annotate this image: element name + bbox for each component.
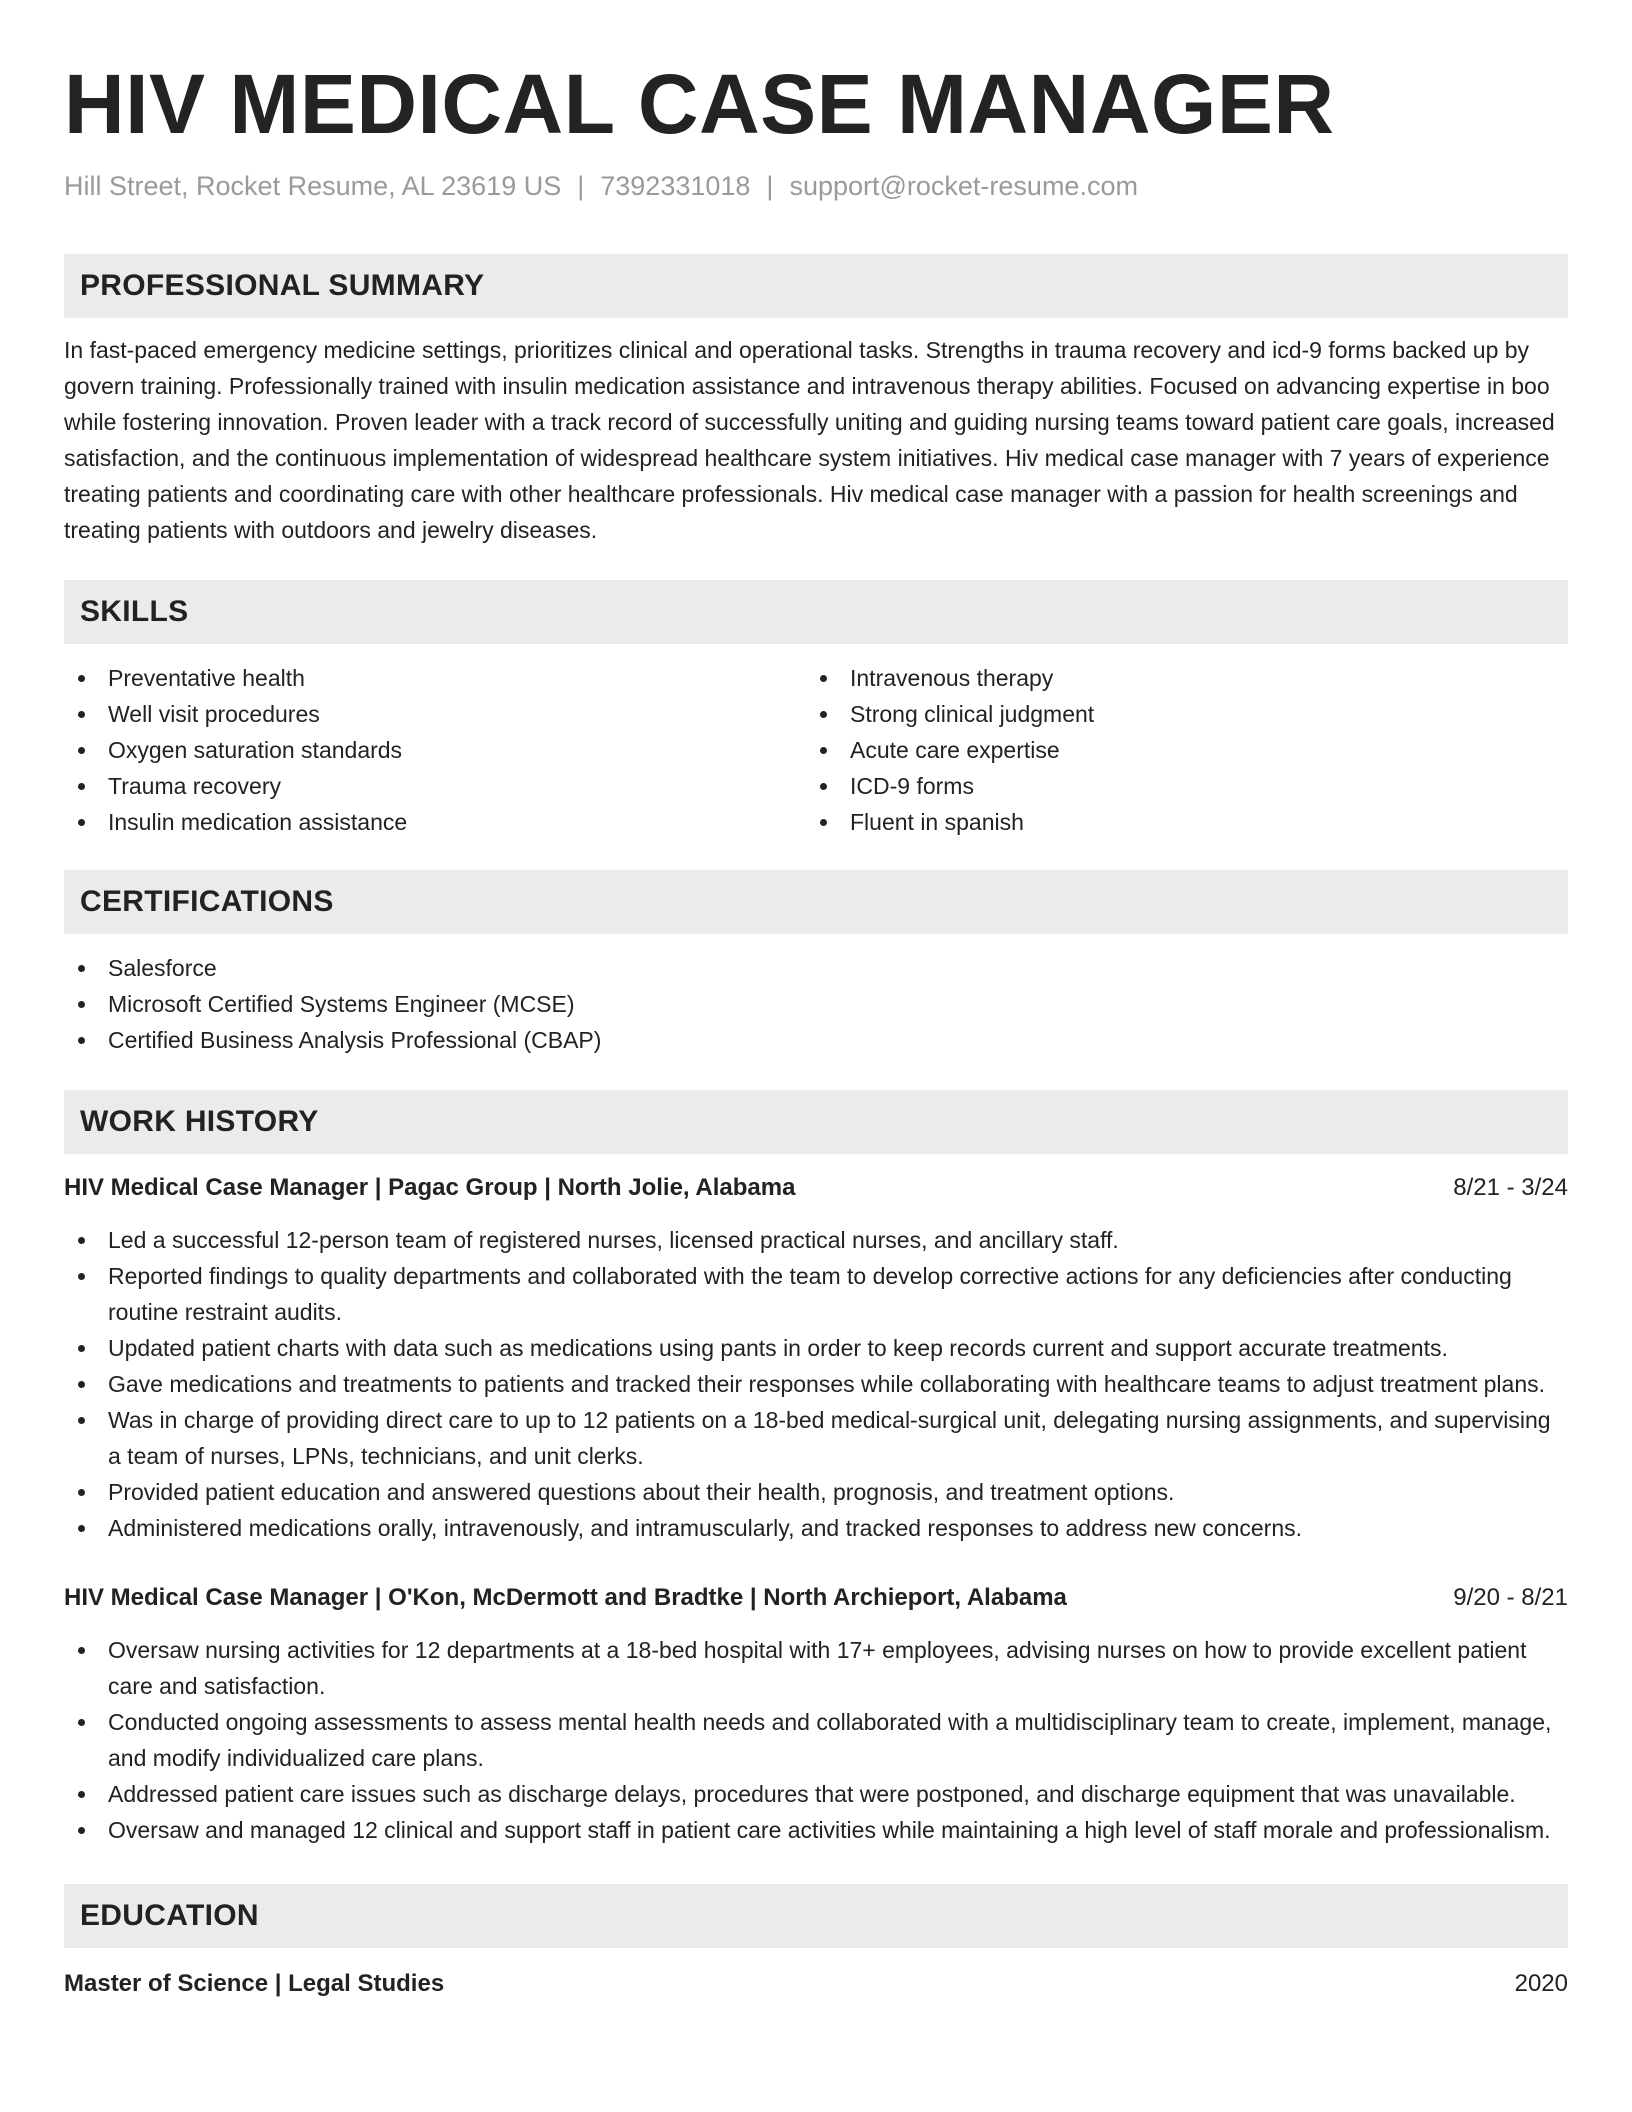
section-heading-certifications: CERTIFICATIONS — [64, 870, 1568, 934]
certifications-list — [64, 950, 1568, 1058]
section-heading-education: EDUCATION — [64, 1884, 1568, 1948]
skills-list-right — [806, 660, 1548, 840]
skills-list-left — [64, 660, 806, 840]
job-bullet: Oversaw and managed 12 clinical and support staff in patient care activities while maintaining a high level of staff morale and professionalism. — [64, 1812, 1568, 1848]
job-bullet: Conducted ongoing assessments to assess mental health needs and collaborated with a multidisciplinary team to create, implement, manage, and modify individualized care plans. — [64, 1704, 1568, 1776]
skill-item: Oxygen saturation standards — [64, 732, 806, 768]
skill-item: Fluent in spanish — [806, 804, 1548, 840]
resume-content — [64, 0, 1568, 2002]
job-bullet-list — [64, 1632, 1568, 1848]
education-degree: Master of Science | Legal Studies — [64, 1970, 445, 1997]
certification-item: Certified Business Analysis Professional (CBAP) — [64, 1022, 1568, 1058]
skill-item: Trauma recovery — [64, 768, 806, 804]
education-year: 2020 — [1514, 1970, 1568, 1997]
contact-line — [64, 168, 1568, 204]
skill-item: Acute care expertise — [806, 732, 1548, 768]
skill-item: Preventative health — [64, 660, 806, 696]
section-heading-summary: PROFESSIONAL SUMMARY — [64, 254, 1568, 318]
education-entry — [64, 1966, 1568, 2002]
job-bullet: Gave medications and treatments to patients and tracked their responses while collaborating with healthcare teams to adjust treatment plans. — [64, 1366, 1568, 1402]
job-bullet: Administered medications orally, intravenously, and intramuscularly, and tracked responses to address new concerns. — [64, 1510, 1568, 1546]
skills-grid — [64, 660, 1568, 840]
skill-item: ICD-9 forms — [806, 768, 1548, 804]
job-title: HIV Medical Case Manager | O'Kon, McDermott and Bradtke | North Archieport, Alabama — [64, 1584, 1067, 1611]
job-bullet: Reported findings to quality departments and collaborated with the team to develop corrective actions for any deficiencies after conducting routine restraint audits. — [64, 1258, 1568, 1330]
skill-item: Insulin medication assistance — [64, 804, 806, 840]
job-bullet: Provided patient education and answered questions about their health, prognosis, and treatment options. — [64, 1474, 1568, 1510]
job-dates: 9/20 - 8/21 — [1453, 1584, 1568, 1611]
contact-address: Hill Street, Rocket Resume, AL 23619 US — [64, 171, 562, 201]
skill-item: Well visit procedures — [64, 696, 806, 732]
job-header — [64, 1170, 1568, 1206]
job-bullet: Addressed patient care issues such as discharge delays, procedures that were postponed, and discharge equipment that was unavailable. — [64, 1776, 1568, 1812]
contact-phone: 7392331018 — [600, 171, 751, 201]
certification-item: Microsoft Certified Systems Engineer (MCSE) — [64, 986, 1568, 1022]
job-bullet: Oversaw nursing activities for 12 departments at a 18-bed hospital with 17+ employees, advising nurses on how to provide excellent patient care and satisfaction. — [64, 1632, 1568, 1704]
summary-paragraph: In fast-paced emergency medicine settings, prioritizes clinical and operational tasks. Strengths in trauma recovery and icd-9 forms backed up by govern training. Professionally trained with insulin medication assistance and intravenous therapy abilities. Focused on advancing expertise in boo while fostering innovation. Proven leader with a track record of successfully uniting and guiding nursing teams toward patient care goals, increased satisfaction, and the continuous implementation of widespread healthcare system initiatives. Hiv medical case manager with 7 years of experience treating patients and coordinating care with other healthcare professionals. Hiv medical case manager with a passion for health screenings and treating patients with outdoors and jewelry diseases. — [64, 337, 1555, 543]
section-heading-skills: SKILLS — [64, 580, 1568, 644]
job-dates: 8/21 - 3/24 — [1453, 1174, 1568, 1201]
candidate-name: HIV MEDICAL CASE MANAGER — [64, 57, 1335, 151]
job-bullet: Led a successful 12-person team of registered nurses, licensed practical nurses, and ancillary staff. — [64, 1222, 1568, 1258]
certification-item: Salesforce — [64, 950, 1568, 986]
contact-separator: | — [766, 171, 774, 201]
contact-email: support@rocket-resume.com — [789, 171, 1138, 201]
job-bullet: Updated patient charts with data such as medications using pants in order to keep records current and support accurate treatments. — [64, 1330, 1568, 1366]
skill-item: Strong clinical judgment — [806, 696, 1548, 732]
skill-item: Intravenous therapy — [806, 660, 1548, 696]
job-bullet-list — [64, 1222, 1568, 1546]
job-title: HIV Medical Case Manager | Pagac Group | North Jolie, Alabama — [64, 1174, 796, 1201]
section-heading-work-history: WORK HISTORY — [64, 1090, 1568, 1154]
contact-separator: | — [577, 171, 585, 201]
job-header — [64, 1580, 1568, 1616]
job-bullet: Was in charge of providing direct care to up to 12 patients on a 18-bed medical-surgical unit, delegating nursing assignments, and supervising a team of nurses, LPNs, technicians, and unit clerks. — [64, 1402, 1568, 1474]
